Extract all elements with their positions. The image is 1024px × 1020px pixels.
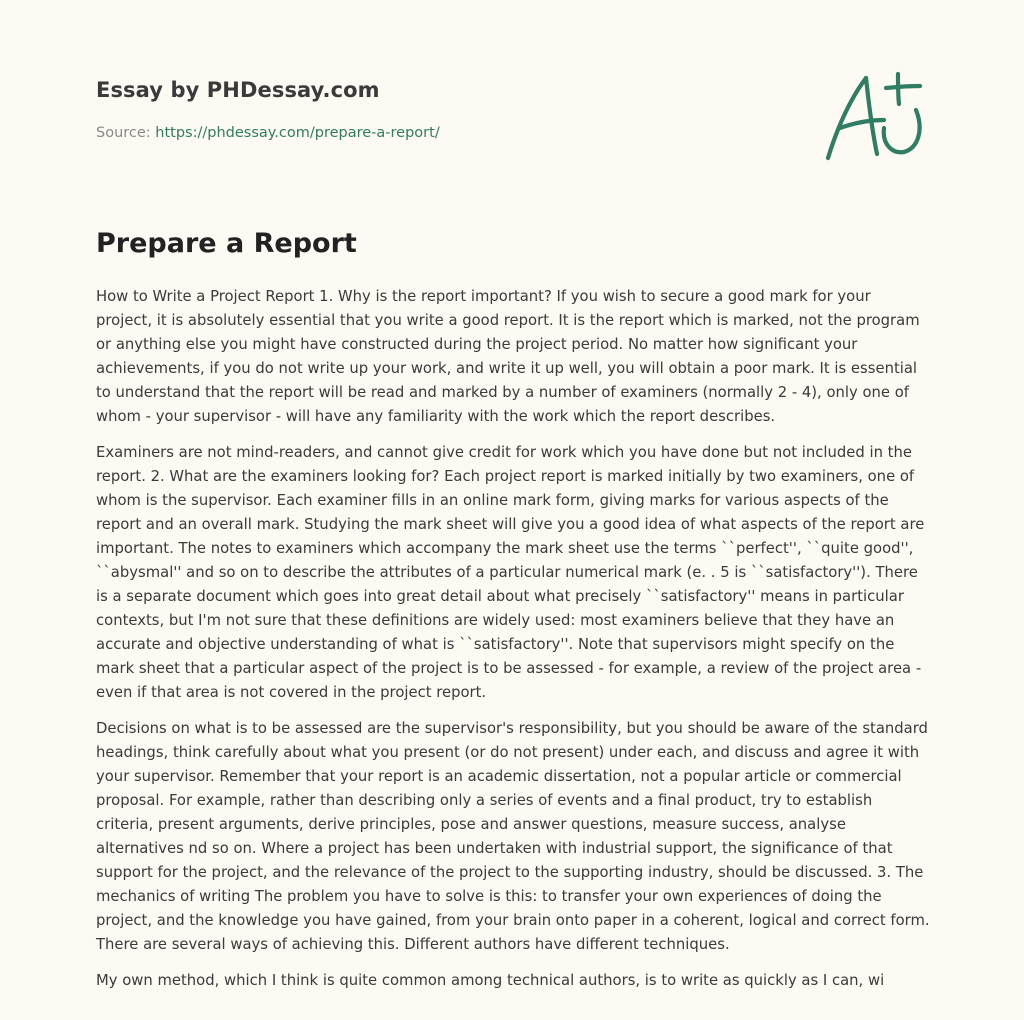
essay-paragraph: My own method, which I think is quite common among technical authors, is to write as quickly as I can, wi bbox=[96, 972, 885, 989]
source-line bbox=[96, 123, 816, 143]
essay-paragraph: Examiners are not mind-readers, and cannot give credit for work which you have done but not included in the report. 2. What are the examiners looking for? Each project report is marked initially by two examiners, one of whom is the supervisor. Each examiner fills in an online mark form, giving marks for various aspects of the report and an overall mark. Studying the mark sheet will give you a good idea of what aspects of the report are important. The notes to examiners which accompany the mark sheet use the terms ``perfect'', ``quite good'', ``abysmal'' and so on to describe the attributes of a particular numerical mark (e. . 5 is ``satisfactory''). There is a separate document which goes into great detail about what precisely ``satisfactory'' means in particular contexts, but I'm not sure that these definitions are widely used: most examiners believe that they have an accurate and objective understanding of what is ``satisfactory''. Note that supervisors might specify on the mark sheet that a particular aspect of the project is to be assessed - for example, a review of the project area - even if that area is not covered in the project report. bbox=[96, 444, 925, 701]
source-label: Source: bbox=[96, 125, 151, 141]
a-plus-grade-icon bbox=[820, 68, 930, 164]
essay-paragraph: Decisions on what is to be assessed are the supervisor's responsibility, but you should be aware of the standard headings, think carefully about what you present (or do not present) under each, and discuss and agree it with your supervisor. Remember that your report is an academic dissertation, not a popular article or commercial proposal. For example, rather than describing only a series of events and a final product, try to establish criteria, present arguments, derive principles, pose and answer questions, measure success, analyse alternatives nd so on. Where a project has been undertaken with industrial support, the significance of that support for the project, and the relevance of the project to the supporting industry, should be discussed. 3. The mechanics of writing The problem you have to solve is this: to transfer your own experiences of doing the project, and the knowledge you have gained, from your brain onto paper in a coherent, logical and correct form. There are several ways of achieving this. Different authors have different techniques. bbox=[96, 720, 930, 953]
essay-header bbox=[96, 76, 816, 143]
essay-body bbox=[96, 285, 930, 1005]
essay-title: Prepare a Report bbox=[96, 228, 357, 259]
essay-paragraph: How to Write a Project Report 1. Why is the report important? If you wish to secure a good mark for your project, it is absolutely essential that you write a good report. It is the report which is marked, not the program or anything else you might have constructed during the project period. No matter how significant your achievements, if you do not write up your work, and write it up well, you will obtain a poor mark. It is essential to understand that the report will be read and marked by a number of examiners (normally 2 - 4), only one of whom - your supervisor - will have any familiarity with the work which the report describes. bbox=[96, 288, 920, 425]
site-brand: Essay by PHDessay.com bbox=[96, 78, 380, 102]
source-link[interactable]: https://phdessay.com/prepare-a-report/ bbox=[155, 125, 440, 141]
